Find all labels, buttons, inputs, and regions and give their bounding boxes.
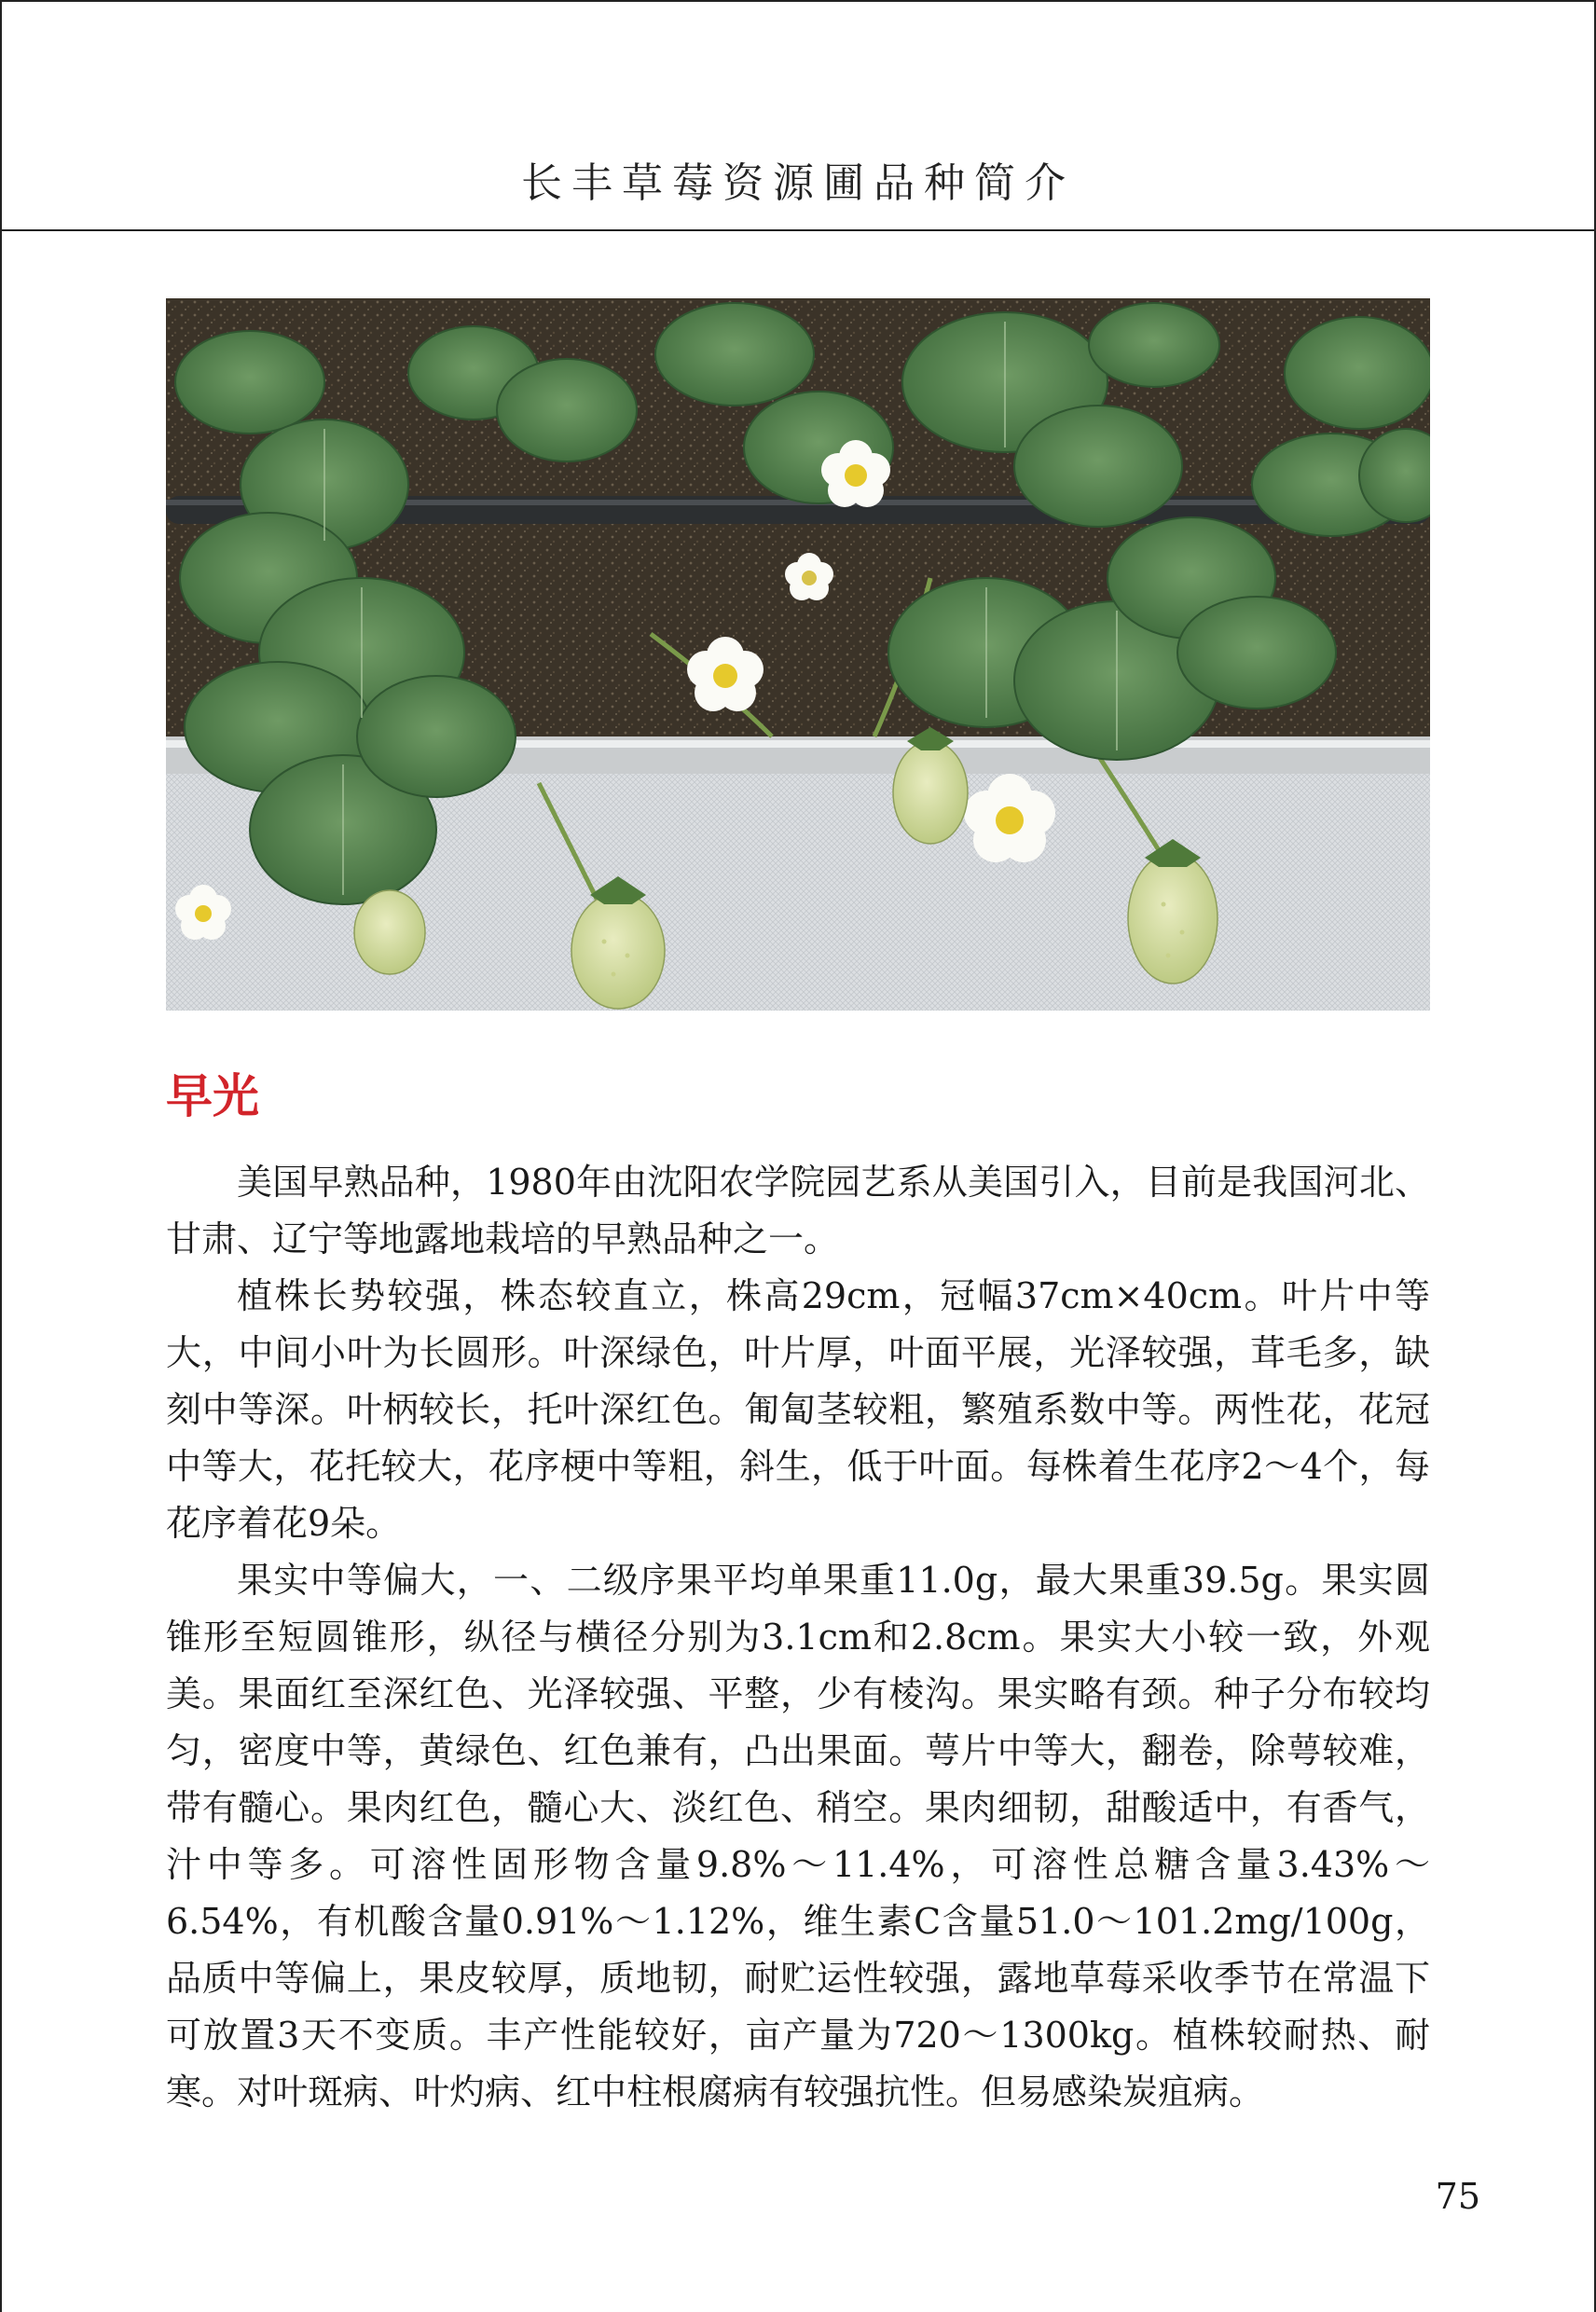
- header-divider: [0, 229, 1596, 231]
- running-header: 长丰草莓资源圃品种简介: [521, 159, 1075, 207]
- page-number: 75: [1435, 2176, 1480, 2217]
- paragraph-fruit: 果实中等偏大，一、二级序果平均单果重11.0g，最大果重39.5g。果实圆锥形至短圆锥形，纵径与横径分别为3.1cm和2.8cm。果实大小较一致，外观美。果面红至深红色、光泽较强、平整，少有棱沟。果实略有颈。种子分布较均匀，密度中等，黄绿色、红色兼有，凸出果面。萼片中等大，翻卷，除萼较难，带有髓心。果肉红色，髓心大、淡红色、稍空。果肉细韧，甜酸适中，有香气，汁中等多。可溶性固形物含量9.8%～11.4%，可溶性总糖含量3.43%～6.54%，有机酸含量0.91%～1.12%，维生素C含量51.0～101.2mg/100g，品质中等偏上，果皮较厚，质地韧，耐贮运性较强，露地草莓采收季节在常温下可放置3天不变质。丰产性能较好，亩产量为720～1300kg。植株较耐热、耐寒。对叶斑病、叶灼病、红中柱根腐病有较强抗性。但易感染炭疽病。: [166, 1560, 1430, 2112]
- description-body: [166, 1154, 1430, 2121]
- variety-name: 早光: [166, 1069, 259, 1123]
- strawberry-plant-photo: [166, 298, 1430, 1011]
- paragraph-plant: 植株长势较强，株态较直立，株高29cm，冠幅37cm×40cm。叶片中等大，中间小叶为长圆形。叶深绿色，叶片厚，叶面平展，光泽较强，茸毛多，缺刻中等深。叶柄较长，托叶深红色。匍匐茎较粗，繁殖系数中等。两性花，花冠中等大，花托较大，花序梗中等粗，斜生，低于叶面。每株着生花序2～4个，每花序着花9朵。: [166, 1275, 1430, 1544]
- paragraph-origin: 美国早熟品种，1980年由沈阳农学院园艺系从美国引入，目前是我国河北、甘肃、辽宁等地露地栽培的早熟品种之一。: [166, 1162, 1430, 1259]
